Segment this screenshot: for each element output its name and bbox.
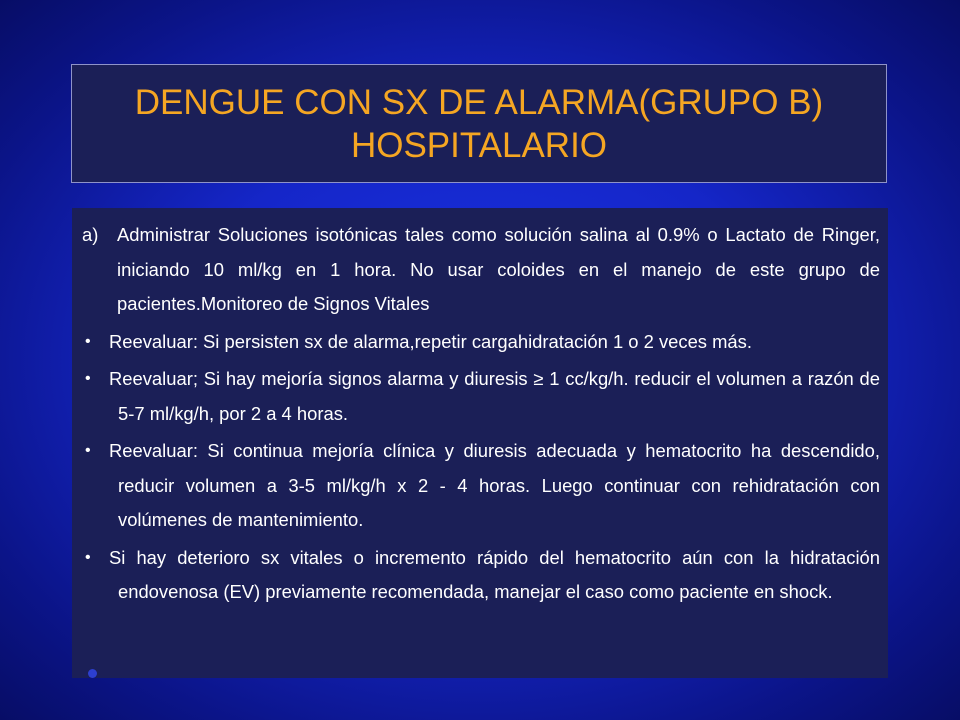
list-item-bullet-4	[82, 541, 880, 610]
bullet-icon: •	[85, 370, 91, 387]
slide-content-box	[72, 208, 888, 678]
list-item-text: Si hay deterioro sx vitales o incremento rápido del hematocrito aún con la hidratación endovenosa (EV) previamente recomendada, manejar el caso como paciente en shock.	[109, 546, 880, 602]
empty-bullet-dot-icon	[88, 669, 97, 678]
bullet-icon: •	[85, 548, 91, 566]
list-item-bullet-1	[82, 325, 880, 360]
list-item-bullet-3	[82, 434, 880, 538]
bullet-icon: •	[85, 442, 91, 459]
list-item-text: Administrar Soluciones isotónicas tales como solución salina al 0.9% o Lactato de Ringer, iniciando 10 ml/kg en 1 hora. No usar coloides en el manejo de este grupo de pacientes.Monitoreo de Signos Vitales	[117, 224, 880, 314]
bullet-icon: •	[85, 332, 91, 350]
list-item-text: Reevaluar: Si persisten sx de alarma,repetir cargahidratación 1 o 2 veces más.	[109, 330, 752, 352]
slide-title-line-2: HOSPITALARIO	[350, 125, 608, 165]
list-item-a	[82, 218, 880, 322]
list-marker-a: a)	[82, 224, 99, 245]
list-item-text: Reevaluar; Si hay mejoría signos alarma y diuresis ≥ 1 cc/kg/h. reducir el volumen a razón de 5-7 ml/kg/h, por 2 a 4 horas.	[109, 368, 880, 424]
list-item-text: Reevaluar: Si continua mejoría clínica y diuresis adecuada y hematocrito ha descendido, reducir volumen a 3-5 ml/kg/h x 2 - 4 horas. Luego continuar con rehidratación con volúmenes de mantenimiento.	[109, 440, 880, 530]
slide-title-box	[71, 64, 887, 183]
list-item-bullet-2	[82, 362, 880, 431]
slide-title-line-1: DENGUE CON SX DE ALARMA(GRUPO B)	[134, 82, 824, 122]
